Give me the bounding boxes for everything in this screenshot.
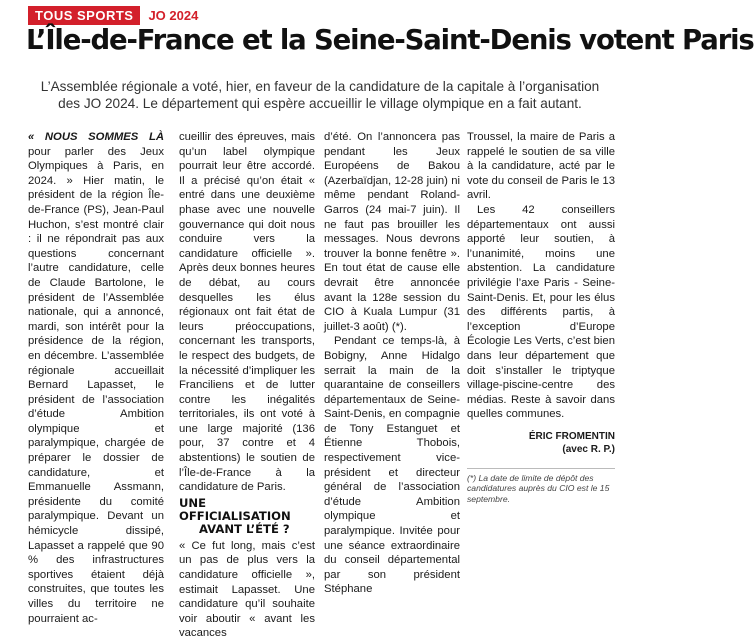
headline: L’Île-de-France et la Seine-Saint-Denis votent Paris xyxy=(26,24,754,56)
section-header xyxy=(28,5,198,26)
column-2 xyxy=(179,130,315,641)
subheading xyxy=(179,497,315,536)
event-tag: JO 2024 xyxy=(148,8,199,23)
subheading-line-2: AVANT L’ÉTÉ ? xyxy=(199,521,290,536)
column-1 xyxy=(28,130,164,626)
column-4 xyxy=(467,130,615,504)
paragraph xyxy=(28,130,164,626)
subheading-line-1: UNE OFFICIALISATION xyxy=(179,495,291,523)
paragraph xyxy=(324,334,460,597)
paragraph: cueillir des épreuves, mais qu’un label olympique pourrait leur être accordé. Il a précisé qu’on était « entré dans une deuxième phase avec une nouvelle gouvernance qui doit nous conduire vers la candidature officielle ». Après deux bonnes heures de débat, au cours desquelles les élus régionaux ont fait état de leurs préoccupations, concernant les transports, le respect des budgets, de la nécessité d’impliquer les Franciliens et de lutter contre les inégalités territoriales, ils ont voté à une large majorité (136 pour, 37 contre et 4 abstentions) le soutien de l’Île-de-France à la candidature de Paris. xyxy=(179,131,315,494)
column-3 xyxy=(324,130,460,597)
paragraph xyxy=(467,203,615,422)
article-body xyxy=(24,130,618,640)
paragraph-text: Les 42 conseillers départementaux ont aussi apporté leur soutien, à l’unanimité, moins une abstention. La candidature privilégie l’axe Paris - Seine-Saint-Denis. Et, pour les élus des différents partis, à l’exception d’Europe Écologie Les Verts, c’est bien dans leur département que doit s’installer le triptyque village-piscine-centre des médias. Reste à savoir dans quelles communes. xyxy=(467,203,615,421)
lead-in: « NOUS SOMMES LÀ xyxy=(28,131,164,143)
paragraph: d’été. On l’annoncera pas pendant les Jeux Européens de Bakou (Azerbaïdjan, 12-28 juin) ni même pendant Roland-Garros (24 mai-7 juin). Il ne faut pas brouiller les messages. Nous devrons trouver la bonne fenêtre ». En tout état de cause elle devrait être annoncée avant la 128e session du CIO à Kuala Lumpur (31 juillet-3 août) (*). xyxy=(324,131,460,333)
paragraph-text: Pendant ce temps-là, à Bobigny, Anne Hidalgo serrait la main de la quarantaine de conseillers départementaux de Seine-Saint-Denis, en compagnie de Tony Estanguet et Étienne Thobois, respectivement vice-président et directeur général de l’association d’étude Ambition olympique et paralympique. Invitée pour une séance extraordinaire du conseil départemental par son président Stéphane xyxy=(324,335,460,596)
article-chapo: L’Assemblée régionale a voté, hier, en faveur de la candidature de la capitale à l’organisation des JO 2024. Le département qui espère accueillir le village olympique en a fait autant. xyxy=(40,79,600,111)
paragraph-text: pour parler des Jeux Olympiques à Paris, en 2024. » Hier matin, le président de la région Île-de-France (PS), Jean-Paul Huchon, s’est montré clair : il ne répondrait pas aux questions concernant l’autre candidature, celle de Claude Bartolone, le président de l’Assemblée nationale, qui a annoncé, mardi, son intérêt pour la présidence de la région, en décembre. L’assemblée régionale accueillait Bernard Lapasset, le président de l’association d’étude Ambition olympique et paralympique, chargée de préparer le dossier de candidature, et Emmanuelle Assmann, présidente du comité paralympique. Devant un hémicycle dissipé, Lapasset a rappelé que 90 % des infrastructures sportives étaient déjà construites, que toutes les villes du territoire ne pourraient ac- xyxy=(28,145,164,625)
section-tag: TOUS SPORTS xyxy=(28,6,140,25)
author-name: ÉRIC FROMENTIN xyxy=(528,430,615,442)
byline xyxy=(467,430,615,456)
paragraph: Troussel, la maire de Paris a rappelé le soutien de sa ville à la candidature, acté par le vote du conseil de Paris le 13 avril. xyxy=(467,131,615,202)
footnote: (*) La date de limite de dépôt des candidatures auprès du CIO est le 15 septembre. xyxy=(467,468,615,505)
co-author: (avec R. P.) xyxy=(562,443,615,455)
paragraph: « Ce fut long, mais c’est un pas de plus vers la candidature officielle », estimait Lapasset. Une candidature qu’il souhaite voir aboutir « avant les vacances xyxy=(179,539,315,640)
